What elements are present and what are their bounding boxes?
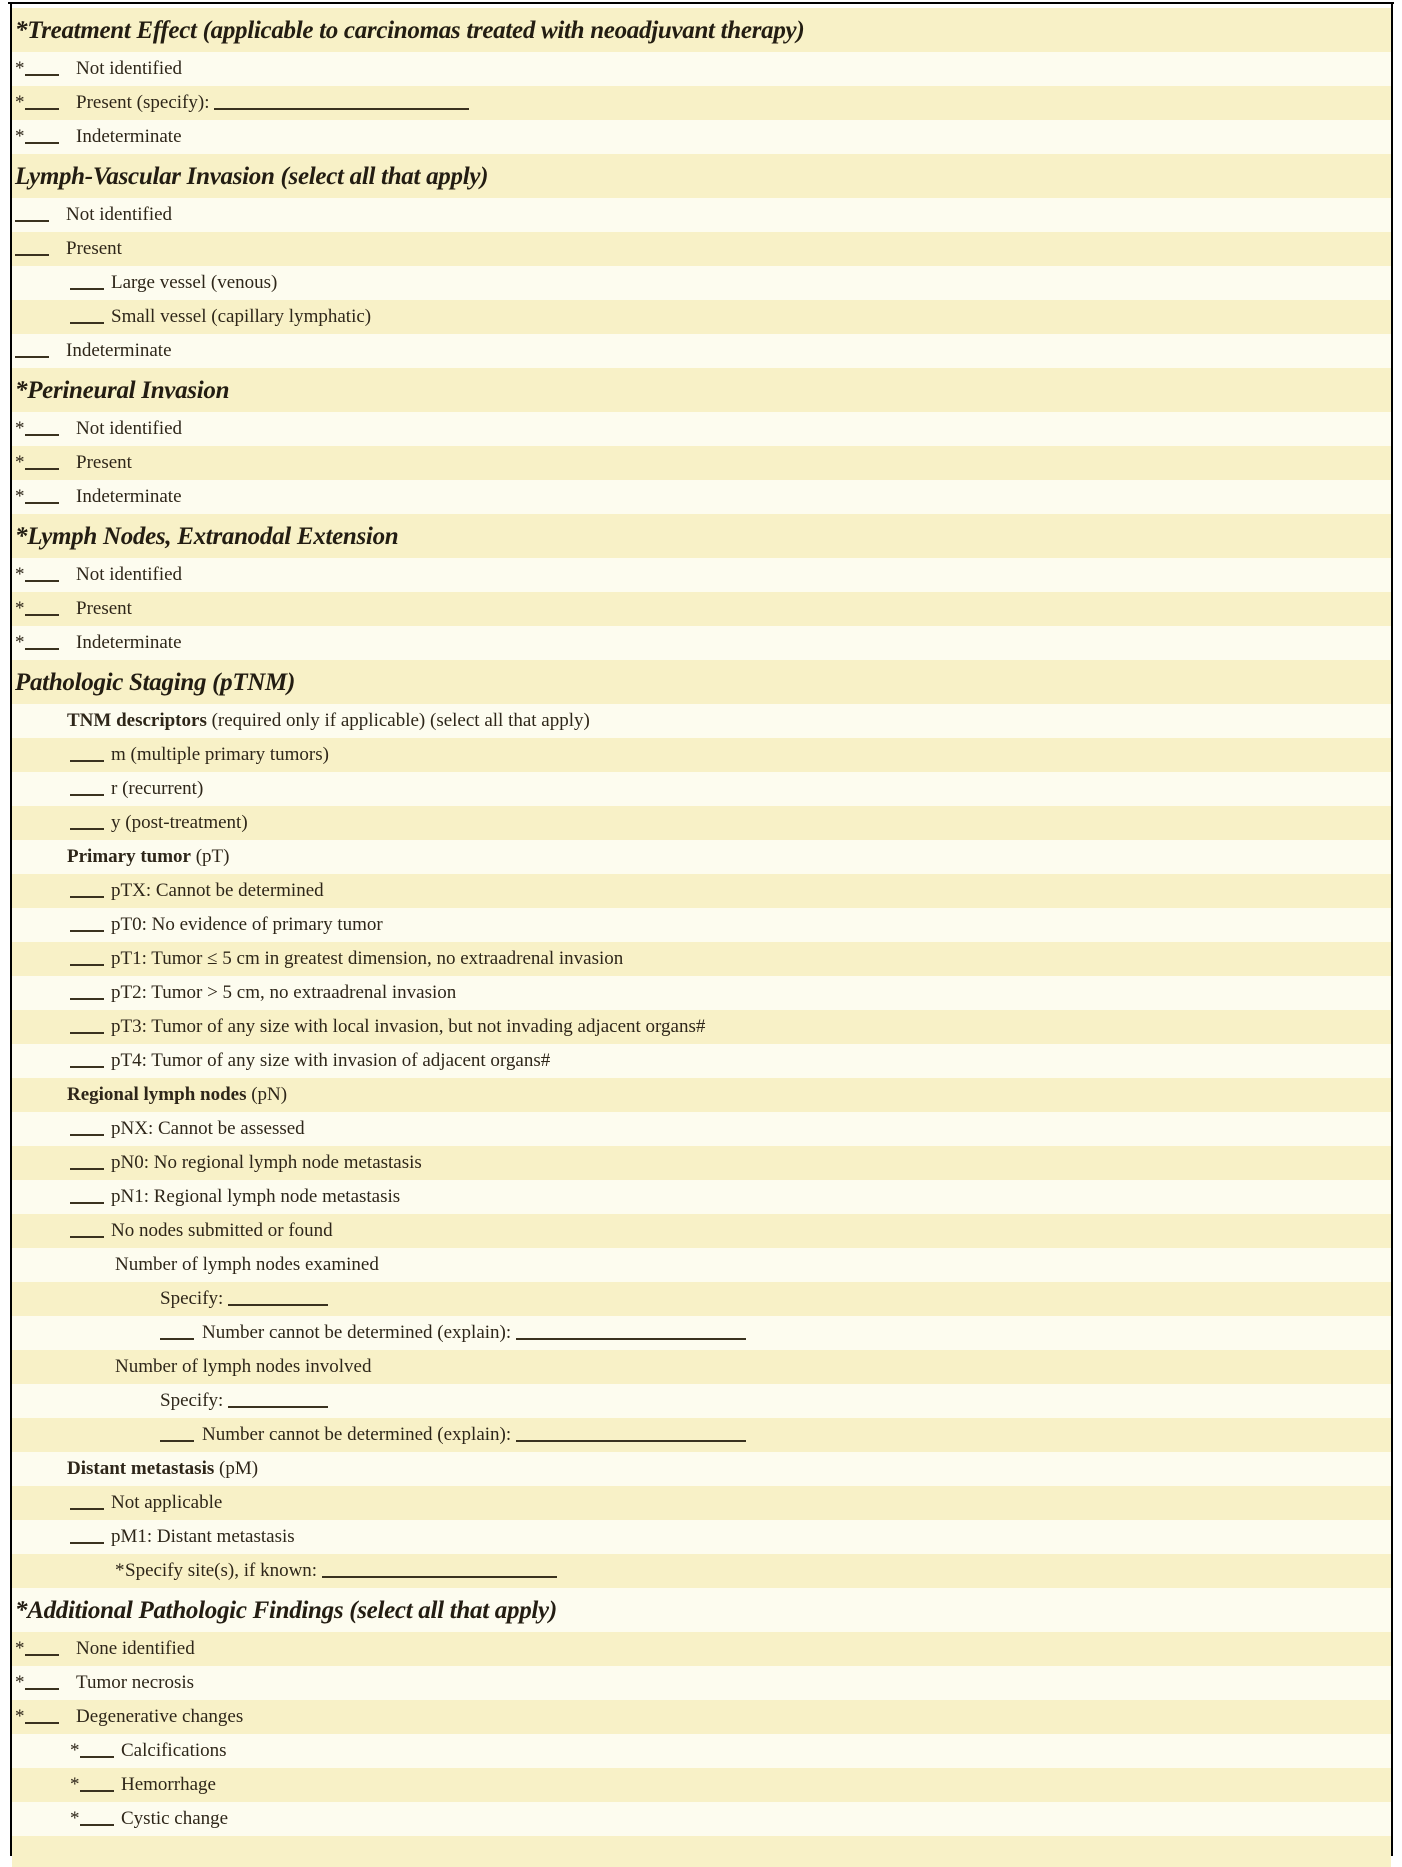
row-label: pM1: Distant metastasis xyxy=(111,1526,295,1547)
row-label: pT4: Tumor of any size with invasion of adjacent organs# xyxy=(111,1050,551,1071)
page-border-right xyxy=(1391,2,1393,1856)
checklist-row xyxy=(12,300,1391,334)
required-asterisk: * xyxy=(15,564,25,585)
write-in-line[interactable] xyxy=(228,1392,328,1408)
checklist-row xyxy=(12,1734,1391,1768)
row-label: (pM) xyxy=(214,1458,259,1479)
required-asterisk: * xyxy=(15,126,25,147)
checklist-row xyxy=(12,1248,1391,1282)
checkbox-blank[interactable] xyxy=(25,60,59,76)
checklist-row xyxy=(12,1554,1391,1588)
checkbox-blank[interactable] xyxy=(70,1052,104,1068)
checkbox-blank[interactable] xyxy=(25,600,59,616)
row-label: Not identified xyxy=(76,58,183,79)
checklist-row xyxy=(12,1214,1391,1248)
checklist-row xyxy=(12,198,1391,232)
section-header xyxy=(12,154,1391,198)
checkbox-blank[interactable] xyxy=(70,950,104,966)
row-label: pN0: No regional lymph node metastasis xyxy=(111,1152,422,1173)
checklist-row xyxy=(12,1666,1391,1700)
row-label: Number cannot be determined (explain): xyxy=(202,1424,512,1445)
required-asterisk: * xyxy=(15,632,25,653)
row-label: Cystic change xyxy=(121,1808,229,1829)
row-label: r (recurrent) xyxy=(111,778,204,799)
row-label: Not applicable xyxy=(111,1492,223,1513)
row-label: pT0: No evidence of primary tumor xyxy=(111,914,383,935)
required-asterisk: * xyxy=(15,418,25,439)
checkbox-blank[interactable] xyxy=(70,308,104,324)
checkbox-blank[interactable] xyxy=(70,882,104,898)
required-asterisk: * xyxy=(70,1774,80,1795)
checklist-row xyxy=(12,738,1391,772)
row-label: Calcifications xyxy=(121,1740,227,1761)
checklist-row xyxy=(12,412,1391,446)
checkbox-blank[interactable] xyxy=(15,342,49,358)
checklist-row xyxy=(12,1180,1391,1214)
required-asterisk: * xyxy=(15,598,25,619)
checklist-row xyxy=(12,772,1391,806)
checkbox-blank[interactable] xyxy=(25,566,59,582)
row-label: Lymph-Vascular Invasion (select all that apply) xyxy=(15,163,489,190)
checkbox-blank[interactable] xyxy=(70,916,104,932)
checklist-row xyxy=(12,1146,1391,1180)
checklist-row xyxy=(12,942,1391,976)
checklist-row xyxy=(12,1486,1391,1520)
row-label: Number of lymph nodes involved xyxy=(115,1356,372,1377)
row-label: *Lymph Nodes, Extranodal Extension xyxy=(15,523,399,550)
row-label: Tumor necrosis xyxy=(76,1672,195,1693)
row-label: m (multiple primary tumors) xyxy=(111,744,329,765)
row-label: Specify site(s), if known: xyxy=(125,1560,318,1581)
checkbox-blank[interactable] xyxy=(70,1018,104,1034)
checkbox-blank[interactable] xyxy=(70,1188,104,1204)
write-in-line[interactable] xyxy=(322,1562,557,1578)
required-asterisk: * xyxy=(115,1560,125,1581)
checkbox-blank[interactable] xyxy=(70,1494,104,1510)
row-label: Specify: xyxy=(160,1390,224,1411)
checkbox-blank[interactable] xyxy=(70,1528,104,1544)
checkbox-blank[interactable] xyxy=(15,240,49,256)
checklist-row xyxy=(12,976,1391,1010)
checklist-row xyxy=(12,1282,1391,1316)
checklist-row xyxy=(12,626,1391,660)
checklist-row xyxy=(12,334,1391,368)
checklist-row xyxy=(12,1044,1391,1078)
checklist-row xyxy=(12,592,1391,626)
checkbox-blank[interactable] xyxy=(80,1810,114,1826)
row-label-bold: TNM descriptors xyxy=(67,710,207,731)
checklist-row xyxy=(12,1316,1391,1350)
checkbox-blank[interactable] xyxy=(25,634,59,650)
write-in-line[interactable] xyxy=(228,1290,328,1306)
checkbox-blank[interactable] xyxy=(25,1674,59,1690)
checkbox-blank[interactable] xyxy=(70,780,104,796)
row-label: Indeterminate xyxy=(66,340,172,361)
row-label-bold: Regional lymph nodes xyxy=(67,1084,247,1105)
checkbox-blank[interactable] xyxy=(25,1708,59,1724)
checkbox-blank[interactable] xyxy=(70,984,104,1000)
checkbox-blank[interactable] xyxy=(160,1426,194,1442)
checklist-row xyxy=(12,558,1391,592)
checklist-row xyxy=(12,1836,1391,1867)
checkbox-blank[interactable] xyxy=(70,1120,104,1136)
checklist-row xyxy=(12,908,1391,942)
checkbox-blank[interactable] xyxy=(70,274,104,290)
checklist-row xyxy=(12,1452,1391,1486)
row-label: Not identified xyxy=(76,418,183,439)
row-label: Degenerative changes xyxy=(76,1706,244,1727)
section-header xyxy=(12,1588,1391,1632)
checkbox-blank[interactable] xyxy=(80,1742,114,1758)
row-label: (pN) xyxy=(246,1084,288,1105)
checkbox-blank[interactable] xyxy=(25,128,59,144)
write-in-line[interactable] xyxy=(214,94,469,110)
checklist-row xyxy=(12,52,1391,86)
checklist-row xyxy=(12,1112,1391,1146)
row-label: Small vessel (capillary lymphatic) xyxy=(111,306,372,327)
row-label: Not identified xyxy=(76,564,183,585)
row-label: pN1: Regional lymph node metastasis xyxy=(111,1186,401,1207)
checklist-row xyxy=(12,86,1391,120)
row-label: pT1: Tumor ≤ 5 cm in greatest dimension, no extraadrenal invasion xyxy=(111,948,624,969)
row-label-bold: Distant metastasis xyxy=(67,1458,215,1479)
checklist-row xyxy=(12,1700,1391,1734)
row-label: *Additional Pathologic Findings (select all that apply) xyxy=(15,1597,557,1624)
required-asterisk: * xyxy=(15,1672,25,1693)
row-label: Present xyxy=(76,452,132,473)
section-header xyxy=(12,514,1391,558)
required-asterisk: * xyxy=(70,1808,80,1829)
checklist-row xyxy=(12,446,1391,480)
write-in-line[interactable] xyxy=(516,1324,746,1340)
checklist-row xyxy=(12,806,1391,840)
row-label: (required only if applicable) (select all that apply) xyxy=(206,710,590,731)
row-label-bold: Primary tumor xyxy=(67,846,191,867)
checkbox-blank[interactable] xyxy=(25,1640,59,1656)
checklist-row xyxy=(12,1384,1391,1418)
checkbox-blank[interactable] xyxy=(70,746,104,762)
checklist-row xyxy=(12,480,1391,514)
checklist-row xyxy=(12,1350,1391,1384)
checkbox-blank[interactable] xyxy=(25,94,59,110)
row-label: pT3: Tumor of any size with local invasion, but not invading adjacent organs# xyxy=(111,1016,706,1037)
checkbox-blank[interactable] xyxy=(70,814,104,830)
checklist-row xyxy=(12,1768,1391,1802)
write-in-line[interactable] xyxy=(516,1426,746,1442)
required-asterisk: * xyxy=(15,58,25,79)
row-label: (pT) xyxy=(190,846,230,867)
checkbox-blank[interactable] xyxy=(25,454,59,470)
checklist-row xyxy=(12,874,1391,908)
checklist-row xyxy=(12,266,1391,300)
checklist-row xyxy=(12,840,1391,874)
section-header xyxy=(12,660,1391,704)
checkbox-blank[interactable] xyxy=(70,1222,104,1238)
row-label: Not identified xyxy=(66,204,173,225)
checklist-row xyxy=(12,704,1391,738)
checklist-row xyxy=(12,1078,1391,1112)
row-label: Present (specify): xyxy=(76,92,210,113)
required-asterisk: * xyxy=(15,452,25,473)
checkbox-blank[interactable] xyxy=(160,1324,194,1340)
row-label: Indeterminate xyxy=(76,632,182,653)
row-label: Indeterminate xyxy=(76,486,182,507)
checklist-row xyxy=(12,232,1391,266)
row-label: *Perineural Invasion xyxy=(15,377,230,404)
checklist-row xyxy=(12,1418,1391,1452)
checklist-row xyxy=(12,1802,1391,1836)
row-label: Indeterminate xyxy=(76,126,182,147)
required-asterisk: * xyxy=(15,1706,25,1727)
checkbox-blank[interactable] xyxy=(80,1776,114,1792)
row-label: y (post-treatment) xyxy=(111,812,248,833)
row-label: Number of lymph nodes examined xyxy=(115,1254,379,1275)
checklist-row xyxy=(12,1010,1391,1044)
checkbox-blank[interactable] xyxy=(25,488,59,504)
section-header xyxy=(12,368,1391,412)
checkbox-blank[interactable] xyxy=(25,420,59,436)
page-border-top xyxy=(8,2,1394,4)
row-label: No nodes submitted or found xyxy=(111,1220,333,1241)
section-header xyxy=(12,8,1391,52)
checkbox-blank[interactable] xyxy=(15,206,49,222)
row-label: Specify: xyxy=(160,1288,224,1309)
row-label: Present xyxy=(66,238,122,259)
checklist-row xyxy=(12,1632,1391,1666)
checklist-row xyxy=(12,1520,1391,1554)
row-label: pTX: Cannot be determined xyxy=(111,880,324,901)
checklist-body xyxy=(12,8,1391,1867)
checklist-row xyxy=(12,120,1391,154)
row-label: Hemorrhage xyxy=(121,1774,216,1795)
row-label: Pathologic Staging (pTNM) xyxy=(15,669,296,696)
required-asterisk: * xyxy=(15,486,25,507)
row-label: pT2: Tumor > 5 cm, no extraadrenal invasion xyxy=(111,982,457,1003)
required-asterisk: * xyxy=(15,92,25,113)
row-label: None identified xyxy=(76,1638,195,1659)
row-label: pNX: Cannot be assessed xyxy=(111,1118,305,1139)
required-asterisk: * xyxy=(70,1740,80,1761)
row-label: *Treatment Effect (applicable to carcinomas treated with neoadjuvant therapy) xyxy=(15,17,805,44)
row-label: Number cannot be determined (explain): xyxy=(202,1322,512,1343)
row-label: Present xyxy=(76,598,132,619)
checkbox-blank[interactable] xyxy=(70,1154,104,1170)
row-label: Large vessel (venous) xyxy=(111,272,278,293)
required-asterisk: * xyxy=(15,1638,25,1659)
